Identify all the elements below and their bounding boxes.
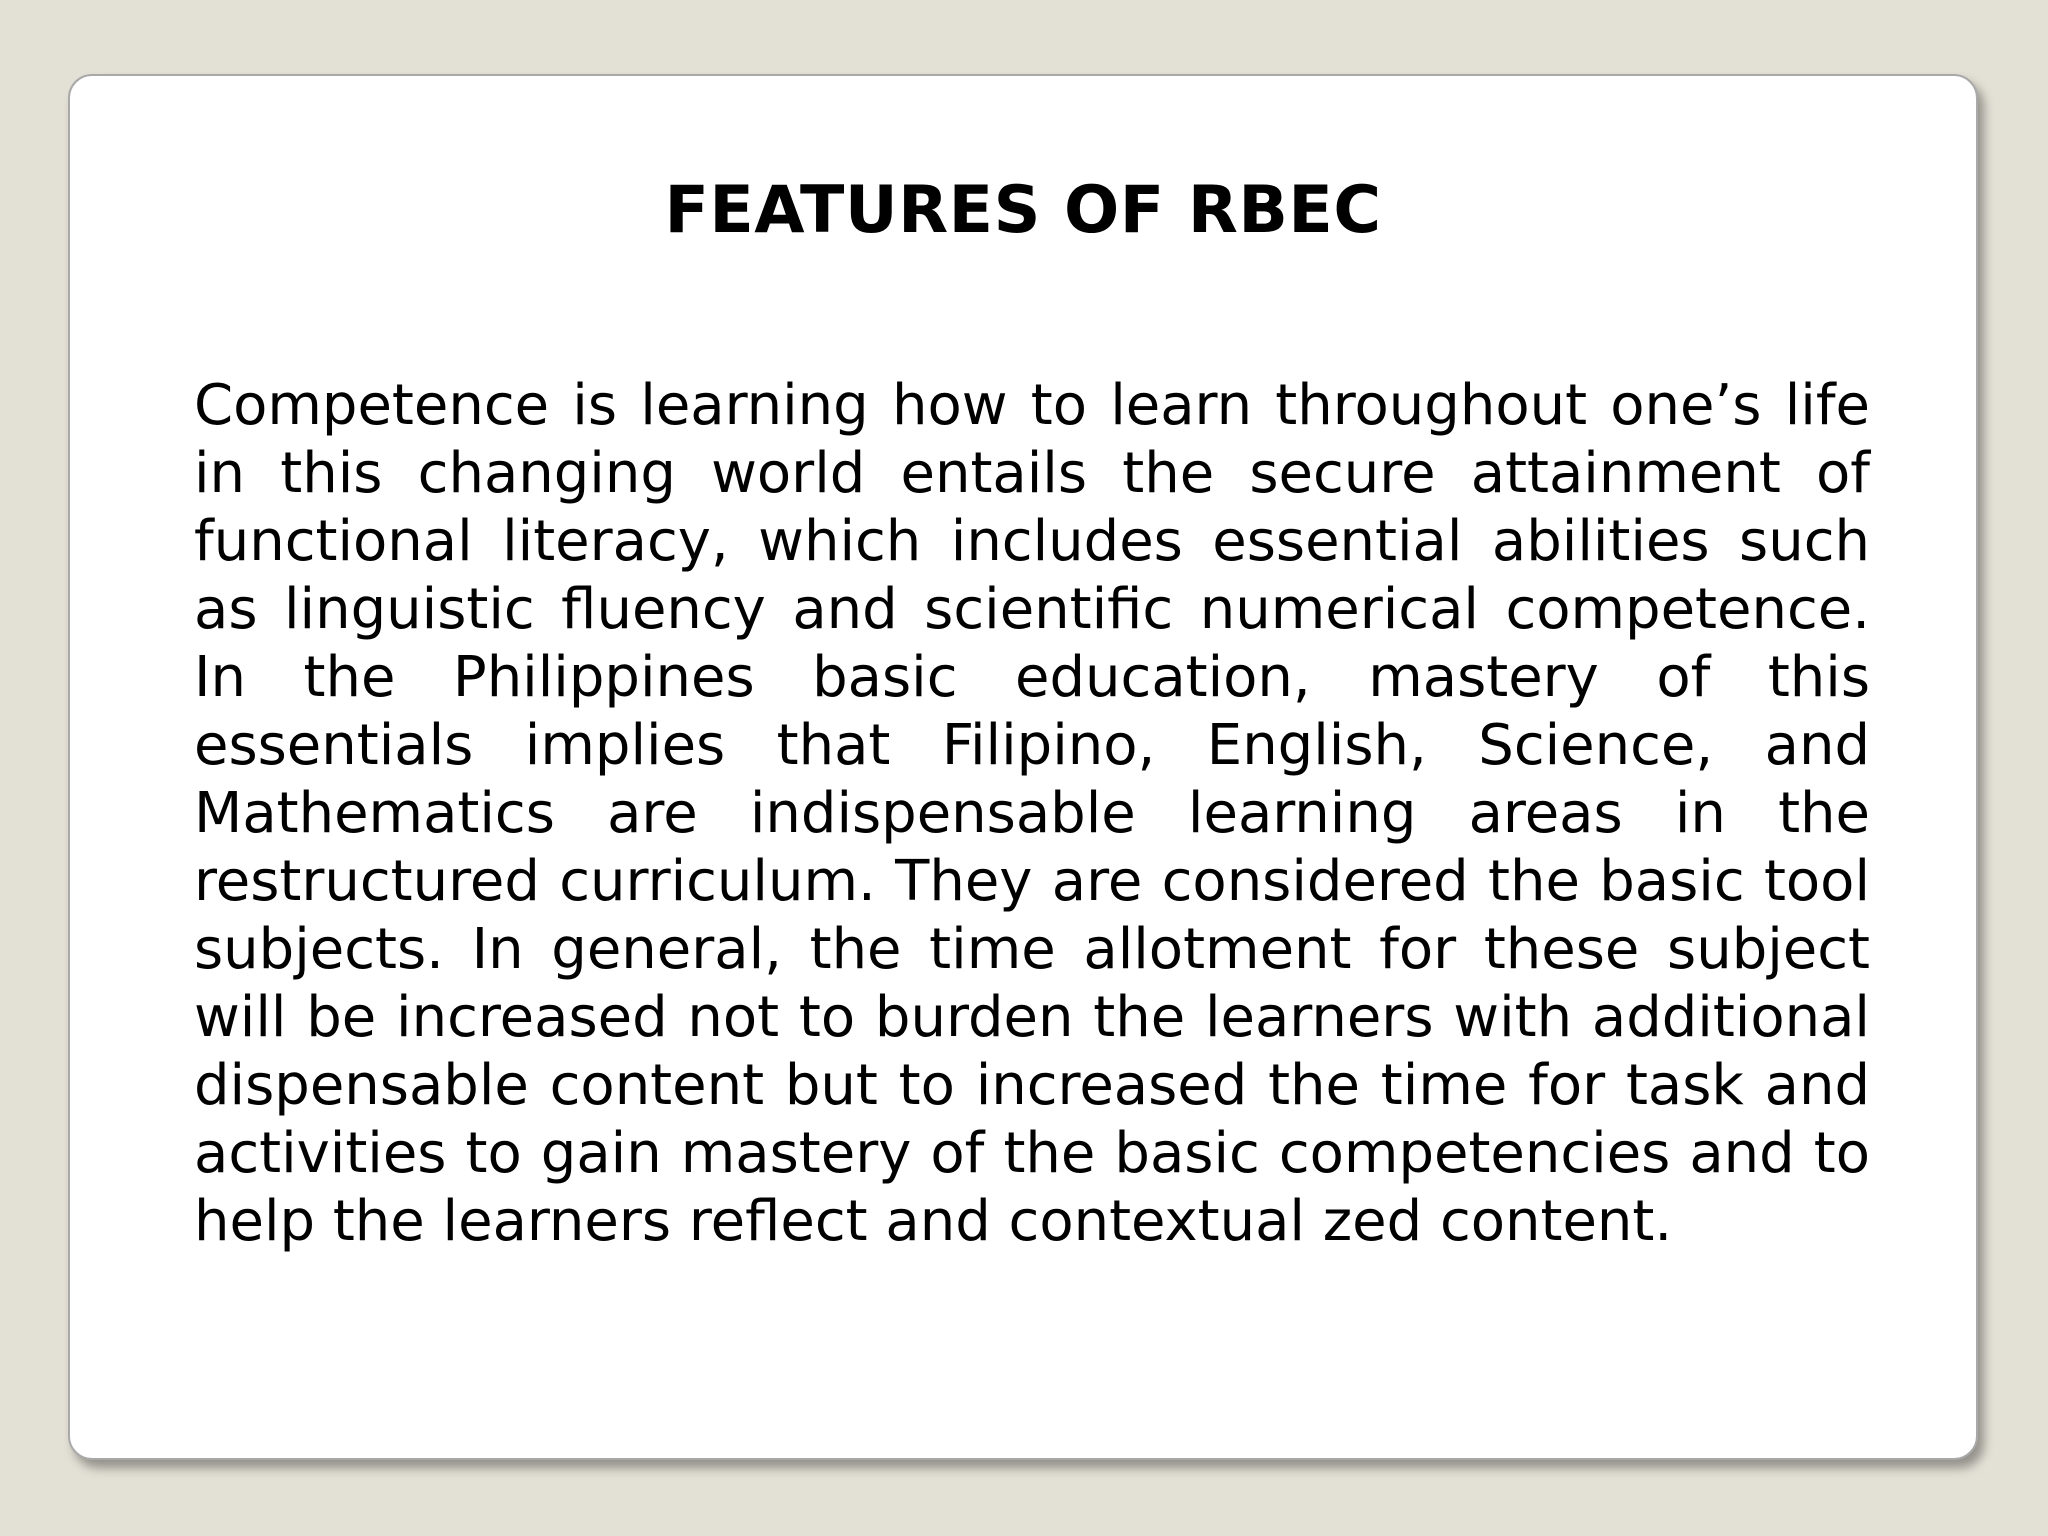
slide-title: FEATURES OF RBEC [664,173,1382,248]
slide-card [68,74,1978,1460]
slide-body-text: Competence is learning how to learn throughout one’s life in this changing world entails the secure attainment of functional literacy, which includes essential abilities such as linguistic fluency and scientific numerical competence. In the Philippines basic education, mastery of this essentials implies that Filipino, English, Science, and Mathematics are indispensable learning areas in the restructured curriculum. They are considered the basic tool subjects. In general, the time allotment for these subject will be increased not to burden the learners with additional dispensable content but to increased the time for task and activities to gain mastery of the basic competencies and to help the learners reflect and contextual zed content. [194,373,1870,1254]
